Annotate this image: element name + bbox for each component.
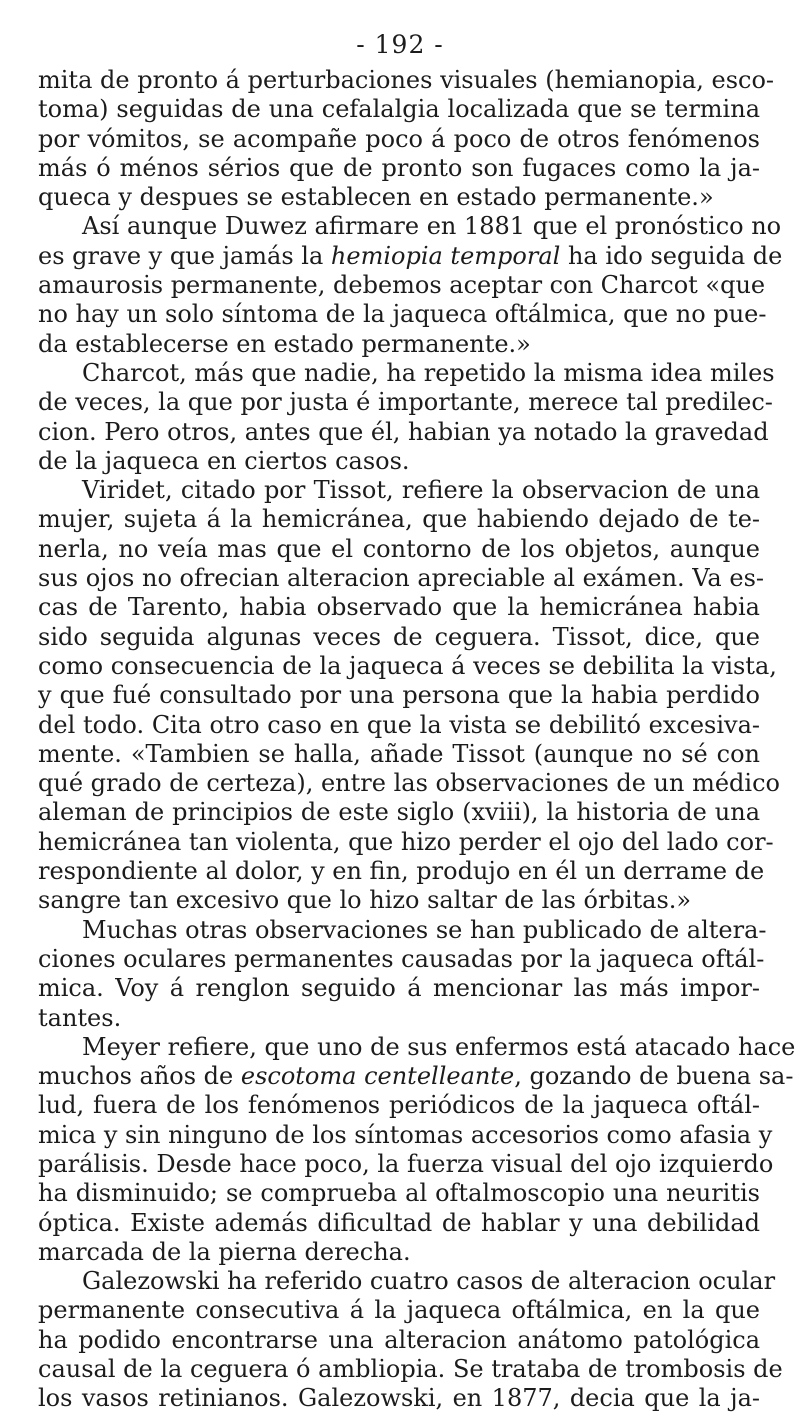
- text-line: Meyer refiere, que uno de sus enfermos está atacado hace: [82, 1032, 796, 1061]
- text-line: Así aunque Duwez afirmare en 1881 que el pronóstico no: [82, 212, 782, 241]
- text-line: sangre tan excesivo que lo hizo saltar de las órbitas.»: [38, 886, 692, 915]
- text-line: ciones oculares permanentes causadas por la jaqueca oftál-: [38, 944, 765, 973]
- text-line: muchos años de escotoma centelleante, gozando de buena sa-: [38, 1062, 794, 1091]
- text-line: toma) seguidas de una cefalalgia localizada que se termina: [38, 95, 760, 124]
- text-line: causal de la ceguera ó ambliopia. Se trataba de trombosis de: [38, 1355, 783, 1384]
- text-line: respondiente al dolor, y en fin, produjo en él un derrame de: [38, 857, 765, 886]
- text-line: aleman de principios de este siglo (xviii), la historia de una: [38, 798, 760, 827]
- text-line: sido seguida algunas veces de ceguera. Tissot, dice, que: [38, 622, 760, 651]
- text-line: marcada de la pierna derecha.: [38, 1237, 411, 1266]
- text-line: cion. Pero otros, antes que él, habian ya notado la gravedad: [38, 417, 769, 446]
- text-line: queca y despues se establecen en estado permanente.»: [38, 183, 714, 212]
- body-text: [38, 66, 796, 1414]
- text-line: por vómitos, se acompañe poco á poco de otros fenómenos: [38, 124, 760, 153]
- text-line: mente. «Tambien se halla, añade Tissot (aunque no sé con: [38, 739, 760, 768]
- text-line: óptica. Existe además dificultad de hablar y una debilidad: [38, 1208, 760, 1237]
- text-line: amaurosis permanente, debemos aceptar con Charcot «que: [38, 271, 766, 300]
- text-line: no hay un solo síntoma de la jaqueca oftálmica, que no pue-: [38, 300, 767, 329]
- text-line: mica y sin ninguno de los síntomas accesorios como afasia y: [38, 1120, 773, 1149]
- text-line: Galezowski ha referido cuatro casos de alteracion ocular: [82, 1267, 776, 1296]
- text-line: de la jaqueca en ciertos casos.: [38, 446, 410, 475]
- text-line: como consecuencia de la jaqueca á veces se debilita la vista,: [38, 651, 777, 680]
- page-number: - 192 -: [356, 30, 444, 59]
- text-line: Muchas otras observaciones se han publicado de altera-: [82, 915, 767, 944]
- text-line: ha podido encontrarse una alteracion anátomo patológica: [38, 1325, 760, 1354]
- text-line: qué grado de certeza), entre las observaciones de un médico: [38, 769, 780, 798]
- text-line: del todo. Cita otro caso en que la vista se debilitó excesiva-: [38, 710, 760, 739]
- text-line: mica. Voy á renglon seguido á mencionar las más impor-: [38, 974, 760, 1003]
- text-line: sus ojos no ofrecian alteracion apreciable al exámen. Va es-: [38, 564, 764, 593]
- text-line: de veces, la que por justa é importante, merece tal predilec-: [38, 388, 773, 417]
- text-line: los vasos retinianos. Galezowski, en 1877, decia que la ja-: [38, 1384, 760, 1413]
- text-line: Viridet, citado por Tissot, refiere la observacion de una: [82, 476, 760, 505]
- text-line: ha disminuido; se comprueba al oftalmoscopio una neuritis: [38, 1179, 760, 1208]
- text-line: lud, fuera de los fenómenos periódicos de la jaqueca oftál-: [38, 1091, 760, 1120]
- text-line: da establecerse en estado permanente.»: [38, 329, 531, 358]
- text-line: nerla, no veía mas que el contorno de los objetos, aunque: [38, 534, 760, 563]
- text-line: tantes.: [38, 1003, 122, 1032]
- text-line: y que fué consultado por una persona que la habia perdido: [38, 681, 760, 710]
- text-line: mita de pronto á perturbaciones visuales (hemianopia, esco-: [38, 66, 775, 94]
- text-line: parálisis. Desde hace poco, la fuerza visual del ojo izquierdo: [38, 1149, 774, 1178]
- text-line: Charcot, más que nadie, ha repetido la misma idea miles: [82, 358, 775, 387]
- text-line: mujer, sujeta á la hemicránea, que habiendo dejado de te-: [38, 505, 760, 534]
- text-line: permanente consecutiva á la jaqueca oftálmica, en la que: [38, 1296, 760, 1325]
- text-line: más ó ménos sérios que de pronto son fugaces como la ja-: [38, 153, 760, 182]
- text-line: cas de Tarento, habia observado que la hemicránea habia: [38, 593, 760, 622]
- text-line: es grave y que jamás la hemiopia temporal ha ido seguida de: [38, 241, 783, 270]
- text-line: hemicránea tan violenta, que hizo perder el ojo del lado cor-: [38, 827, 774, 856]
